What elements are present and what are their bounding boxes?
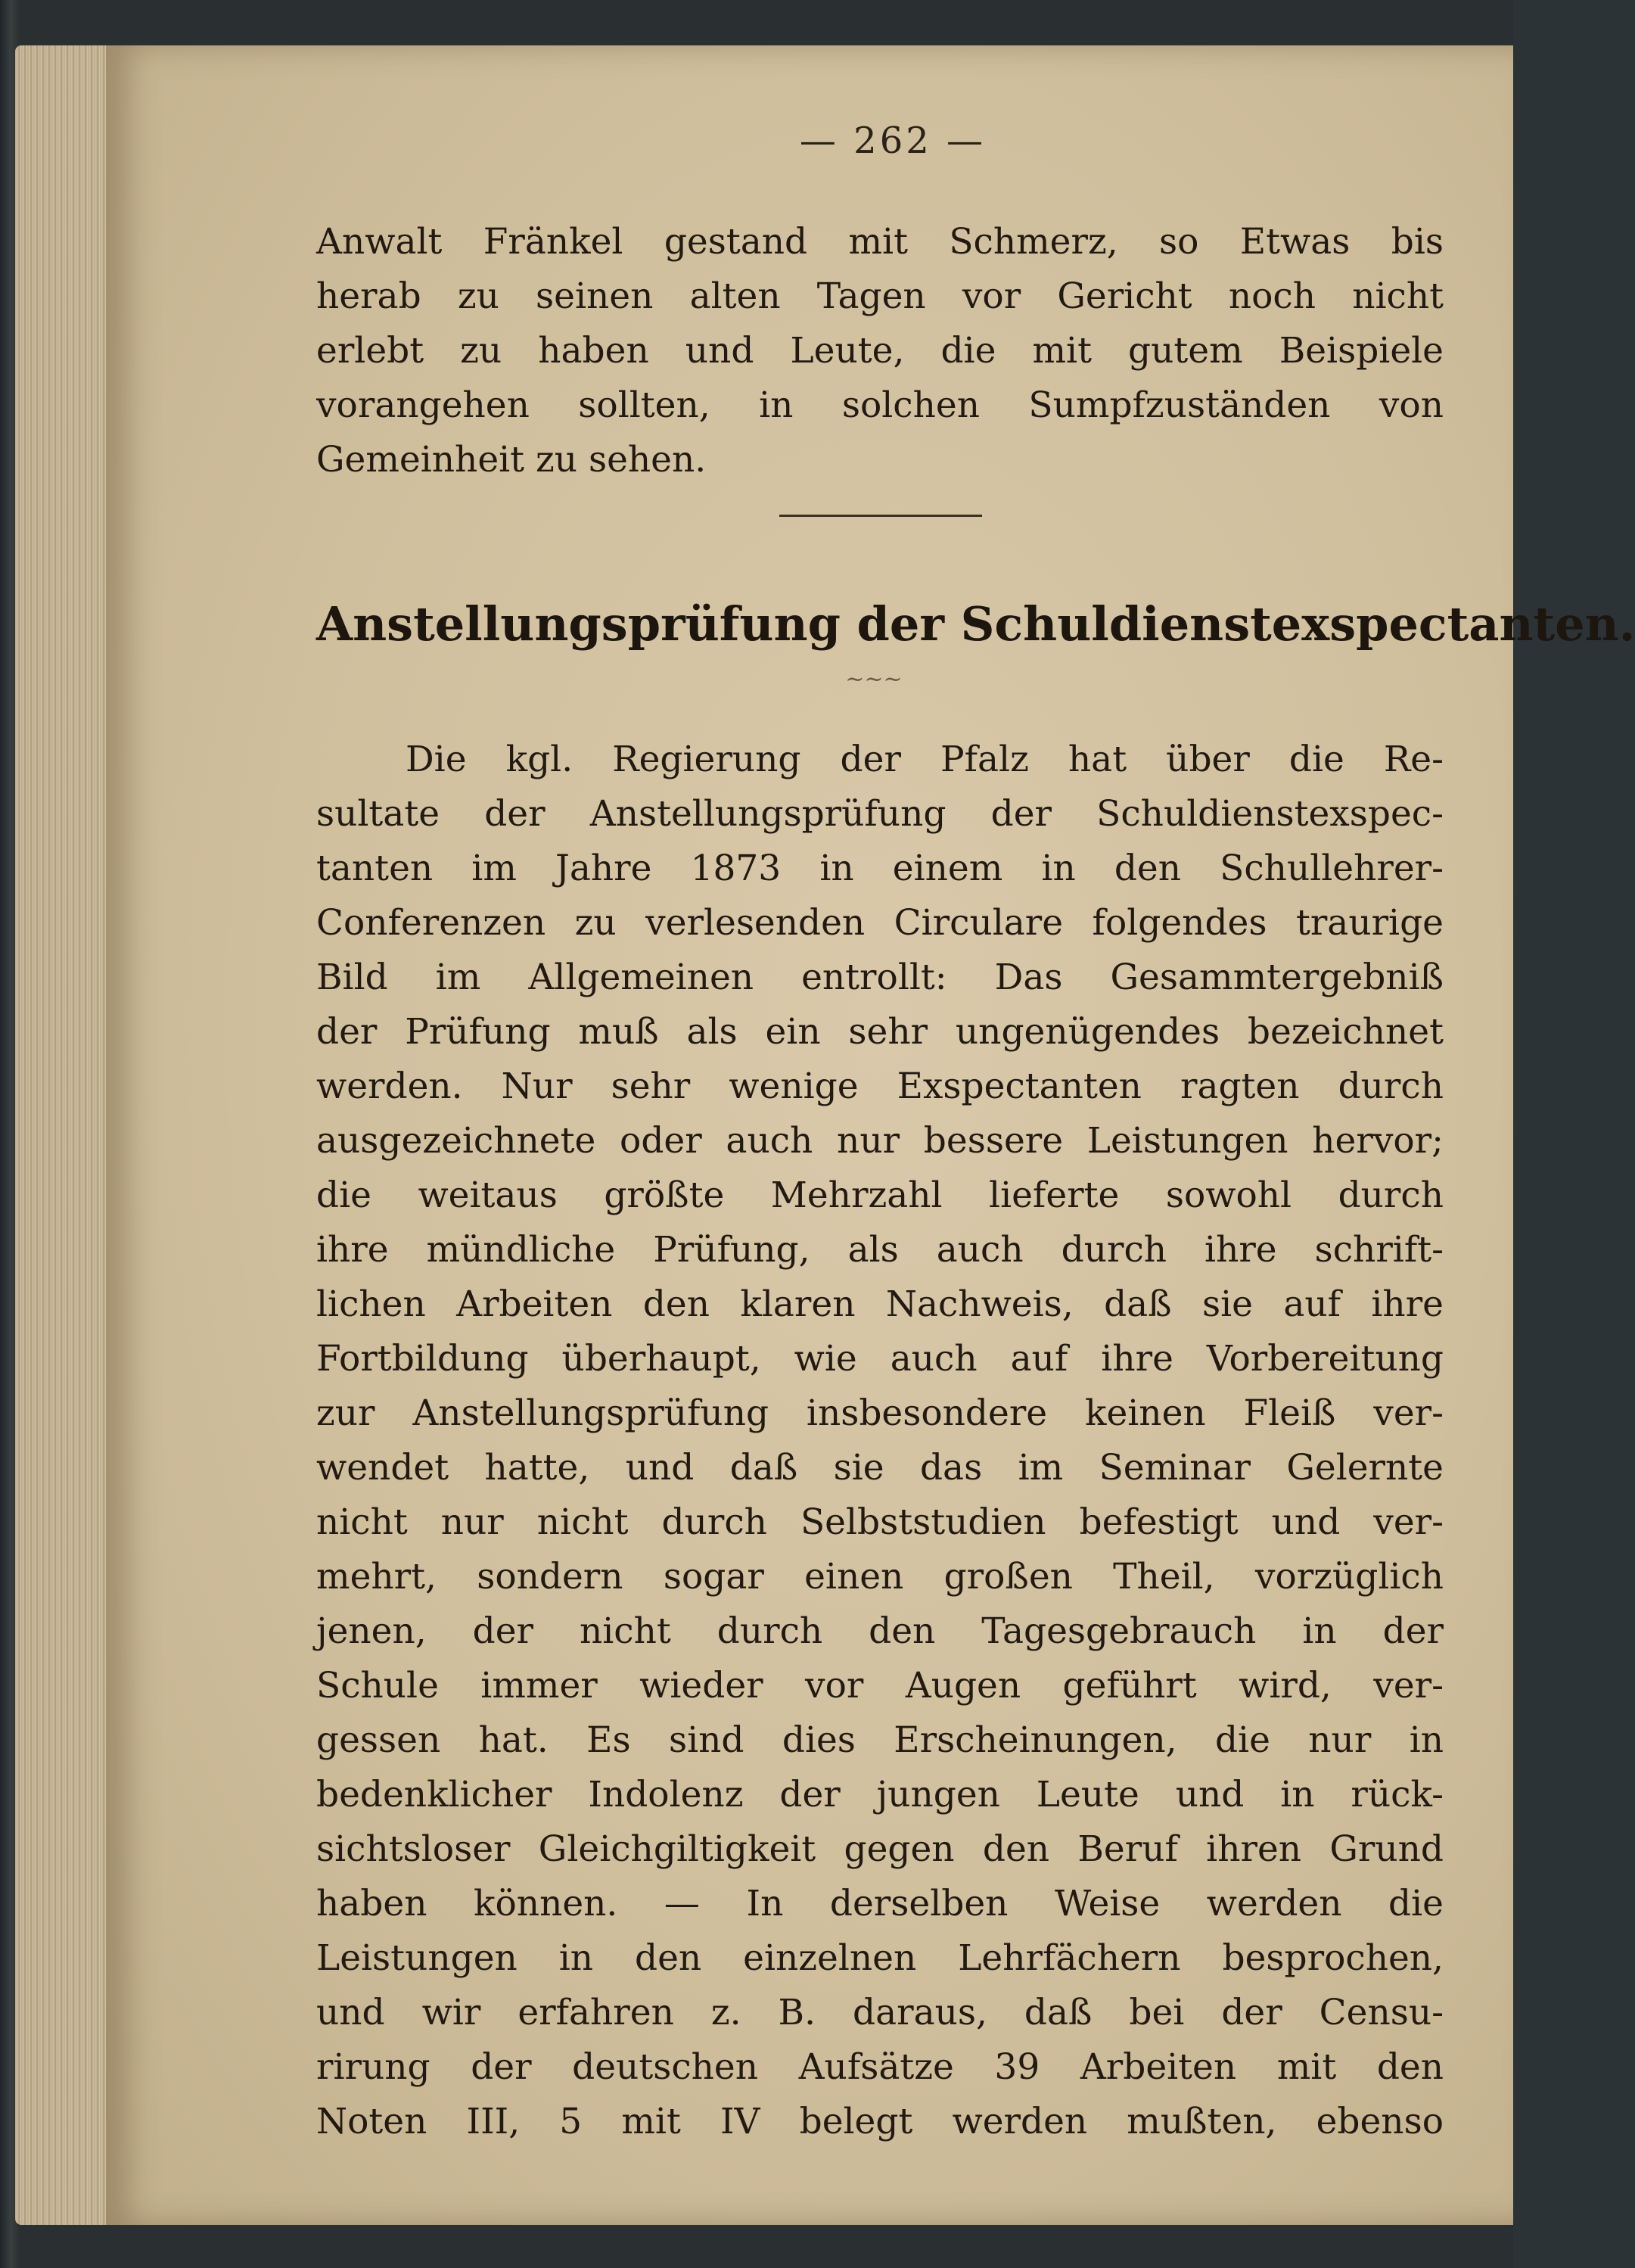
section-divider — [779, 515, 982, 517]
text-line: haben können. — In derselben Weise werden die — [316, 1883, 1444, 1924]
text-line: herab zu seinen alten Tagen vor Gericht noch nicht — [316, 275, 1444, 317]
text-line: rirung der deutschen Aufsätze 39 Arbeiten mit den — [316, 2046, 1444, 2088]
text-line: zur Anstellungsprüfung insbesondere keinen Fleiß ver- — [316, 1392, 1444, 1434]
text-line: der Prüfung muß als ein sehr ungenügendes bezeichnet — [316, 1011, 1444, 1053]
text-line: nicht nur nicht durch Selbststudien befestigt und ver- — [316, 1501, 1444, 1543]
text-line: sultate der Anstellungsprüfung der Schuldienstexspec- — [316, 793, 1444, 835]
text-line: und wir erfahren z. B. daraus, daß bei der Censu- — [316, 1992, 1444, 2033]
text-line: sichtsloser Gleichgiltigkeit gegen den Beruf ihren Grund — [316, 1828, 1444, 1870]
text-line: Fortbildung überhaupt, wie auch auf ihre Vorbereitung — [316, 1338, 1444, 1380]
text-line: vorangehen sollten, in solchen Sumpfzuständen von — [316, 384, 1444, 426]
text-line: Noten III, 5 mit IV belegt werden mußten, ebenso — [316, 2101, 1444, 2142]
text-line: ihre mündliche Prüfung, als auch durch ihre schrift- — [316, 1229, 1444, 1271]
text-line: Conferenzen zu verlesenden Circulare folgendes traurige — [316, 902, 1444, 944]
text-line: Bild im Allgemeinen entrollt: Das Gesammtergebniß — [316, 957, 1444, 998]
text-line: lichen Arbeiten den klaren Nachweis, daß sie auf ihre — [316, 1283, 1444, 1325]
text-line: mehrt, sondern sogar einen großen Theil, vorzüglich — [316, 1556, 1444, 1598]
text-line: Anwalt Fränkel gestand mit Schmerz, so Etwas bis — [316, 221, 1444, 263]
text-line: wendet hatte, und daß sie das im Seminar Gelernte — [316, 1447, 1444, 1489]
text-line: bedenklicher Indolenz der jungen Leute und in rück- — [316, 1774, 1444, 1815]
text-line: tanten im Jahre 1873 in einem in den Schullehrer- — [316, 848, 1444, 889]
text-line: ausgezeichnete oder auch nur bessere Leistungen hervor; — [316, 1120, 1444, 1162]
text-line: Gemeinheit zu sehen. — [316, 439, 707, 481]
text-line: werden. Nur sehr wenige Exspectanten ragten durch — [316, 1066, 1444, 1107]
heading-ornament: ~~~ — [845, 666, 903, 692]
text-line: Schule immer wieder vor Augen geführt wird, ver- — [316, 1665, 1444, 1706]
text-line: die weitaus größte Mehrzahl lieferte sowohl durch — [316, 1174, 1444, 1216]
page-edges — [15, 45, 121, 2225]
text-line: jenen, der nicht durch den Tagesgebrauch in der — [316, 1610, 1444, 1652]
page-number: — 262 — — [799, 120, 987, 162]
section-heading: Anstellungsprüfung der Schuldienstexspectanten. — [316, 596, 1635, 652]
text-line: erlebt zu haben und Leute, die mit gutem Beispiele — [316, 330, 1444, 372]
text-line: gessen hat. Es sind dies Erscheinungen, die nur in — [316, 1719, 1444, 1761]
text-line: Leistungen in den einzelnen Lehrfächern besprochen, — [316, 1937, 1444, 1979]
text-line: Die kgl. Regierung der Pfalz hat über die Re- — [406, 739, 1444, 780]
